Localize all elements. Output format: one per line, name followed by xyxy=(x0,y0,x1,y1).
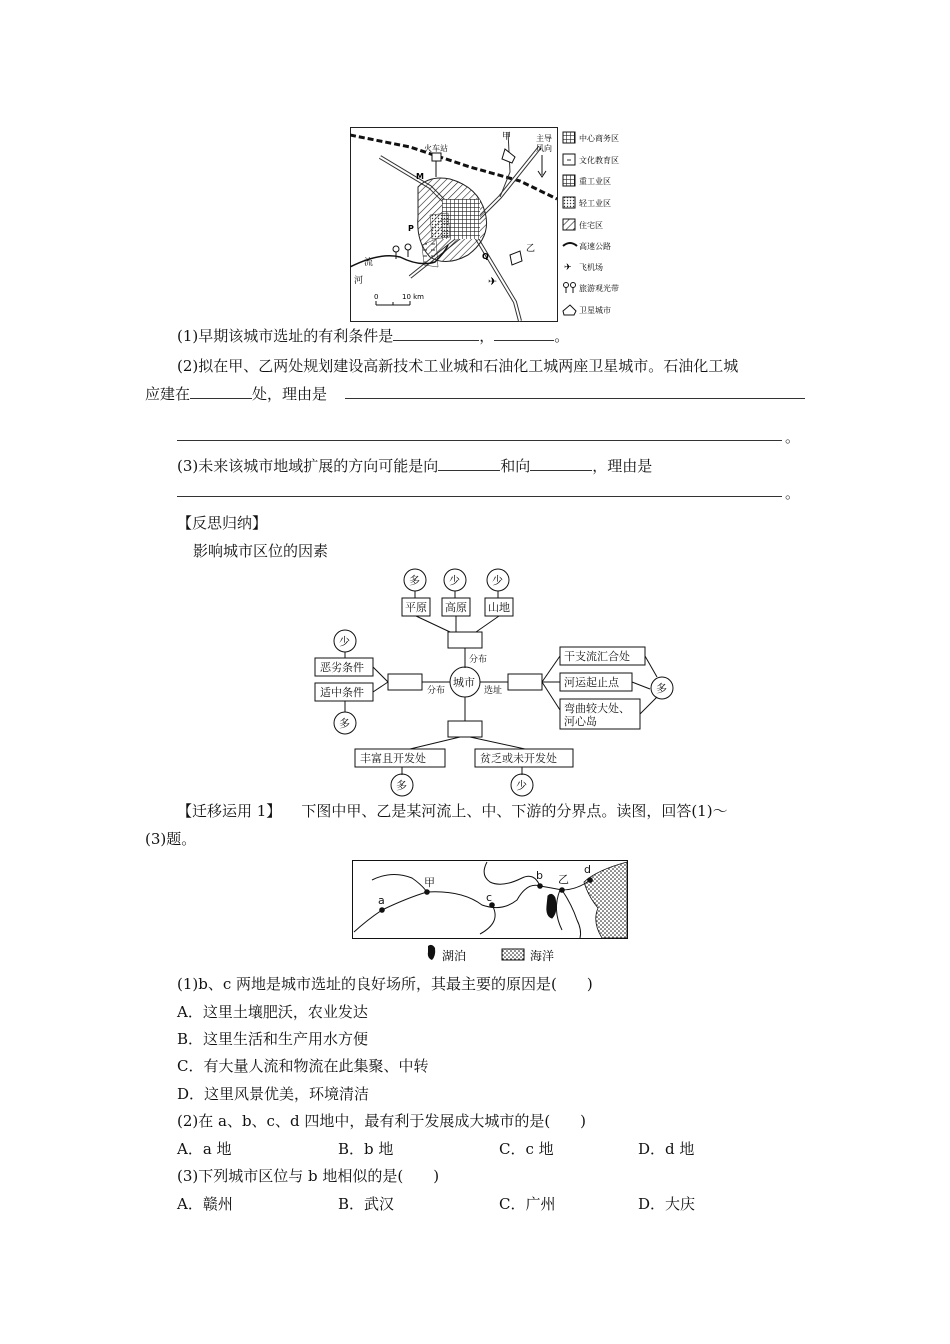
transfer-text-2: (3)题。 xyxy=(145,830,197,848)
legend-airport-icon: ✈ xyxy=(564,263,572,273)
river-point-d: d xyxy=(584,863,591,876)
q2-text-1: (2)拟在甲、乙两处规划建设高新技术工业城和石油化工城两座卫星城市。石油化工城 xyxy=(177,357,739,375)
q2-end: 。 xyxy=(785,428,801,446)
legend-residential: 住宅区 xyxy=(579,221,603,230)
bottom-box-rich: 丰富且开发处 xyxy=(360,752,426,765)
map-legend xyxy=(563,132,619,315)
mc-q2-option-b[interactable]: B．b 地 xyxy=(338,1140,394,1158)
map-wind-label-2: 风向 xyxy=(536,144,552,153)
legend-airport: 飞机场 xyxy=(579,263,603,272)
right-circle: 多 xyxy=(656,682,667,695)
q3-text-2: 和向 xyxy=(500,457,531,475)
mc-q3-option-c[interactable]: C．广州 xyxy=(499,1195,556,1213)
left-circle-1: 少 xyxy=(339,635,350,648)
top-circle-1: 多 xyxy=(409,574,420,587)
bottom-circle-1: 多 xyxy=(396,779,407,792)
river-map xyxy=(352,860,630,970)
mc-q1-option-b[interactable]: B．这里生活和生产用水方便 xyxy=(177,1030,369,1048)
transfer-line-1 xyxy=(177,800,728,821)
map-scale-10: 10 km xyxy=(402,293,425,301)
q3-text-3: ，理由是 xyxy=(592,457,653,475)
mc-question-2: (2)在 a、b、c、d 四地中，最有利于发展成大城市的是( ) xyxy=(177,1112,587,1130)
map-jia-label: 甲 xyxy=(502,132,512,142)
mc-q3-option-a[interactable]: A．赣州 xyxy=(177,1195,233,1213)
q3-answer-line[interactable] xyxy=(177,496,782,497)
river-point-yi: 乙 xyxy=(558,873,569,886)
map-q-label: Q xyxy=(482,252,489,261)
sea-legend-icon xyxy=(502,949,524,960)
city-location-diagram xyxy=(310,565,690,797)
q3-blank-1[interactable] xyxy=(438,456,500,471)
top-box-mountain: 山地 xyxy=(488,601,510,614)
top-box-plain: 平原 xyxy=(405,601,427,614)
river-point-b: b xyxy=(536,869,543,882)
q2-text-2b: 处，理由是 xyxy=(252,385,328,403)
q1-sep: ， xyxy=(479,327,495,345)
map-station-label: 火车站 xyxy=(424,144,448,153)
q2-blank-1[interactable] xyxy=(190,384,252,399)
q2-answer-line-2[interactable] xyxy=(177,440,782,441)
reflect-subheading: 影响城市区位的因素 xyxy=(193,542,329,560)
legend-highway: 高速公路 xyxy=(579,242,611,251)
top-circle-3: 少 xyxy=(492,574,503,587)
mc-q1-option-a[interactable]: A．这里土壤肥沃，农业发达 xyxy=(177,1003,368,1021)
river-point-a: a xyxy=(378,894,385,907)
map-wind-label-1: 主导 xyxy=(536,134,552,143)
q2-text-2a: 应建在 xyxy=(145,385,191,403)
right-box-bend-1: 弯曲较大处、 xyxy=(564,702,630,715)
legend-heavy-industry: 重工业区 xyxy=(579,177,611,186)
legend-light-industry: 轻工业区 xyxy=(579,199,611,208)
left-box-moderate: 适中条件 xyxy=(320,686,364,699)
right-siting-label: 选址 xyxy=(484,686,503,696)
mc-q2-option-d[interactable]: D．d 地 xyxy=(638,1140,695,1158)
bottom-circle-2: 少 xyxy=(516,779,527,792)
center-city: 城市 xyxy=(453,676,475,689)
reflect-heading: 【反思归纳】 xyxy=(177,514,268,532)
legend-tourism: 旅游观光带 xyxy=(579,284,619,293)
q3-blank-2[interactable] xyxy=(530,456,592,471)
right-box-confluence: 干支流汇合处 xyxy=(564,650,630,663)
q1-text: (1)早期该城市选址的有利条件是 xyxy=(177,327,394,345)
city-planning-map xyxy=(350,127,632,323)
top-box-plateau: 高原 xyxy=(445,601,467,614)
map-river-label-1: 流 xyxy=(364,258,374,268)
legend-sea: 海洋 xyxy=(530,949,555,963)
left-circle-2: 多 xyxy=(339,717,350,730)
legend-cbd: 中心商务区 xyxy=(579,134,619,143)
legend-education: 文化教育区 xyxy=(579,156,619,165)
map-scale-0: 0 xyxy=(374,293,379,301)
q1-blank-1[interactable] xyxy=(393,326,479,341)
bottom-box-poor: 贫乏或未开发处 xyxy=(480,752,557,765)
q3-text-1: (3)未来该城市地域扩展的方向可能是向 xyxy=(177,457,439,475)
map-p-label: P xyxy=(408,224,414,233)
q1-blank-2[interactable] xyxy=(494,326,554,341)
lake-legend-icon xyxy=(428,945,435,960)
top-circle-2: 少 xyxy=(449,574,460,587)
top-distribution-label: 分布 xyxy=(469,655,488,665)
left-distribution-label: 分布 xyxy=(427,686,446,696)
mc-q2-option-c[interactable]: C．c 地 xyxy=(499,1140,554,1158)
right-box-navigation: 河运起止点 xyxy=(564,676,619,689)
question-3 xyxy=(177,455,652,476)
q2-answer-line-1[interactable] xyxy=(345,398,805,399)
map-m-label: M xyxy=(416,172,424,181)
transfer-tag: 【迁移运用 1】 xyxy=(177,802,282,820)
transfer-text-1: 下图中甲、乙是某河流上、中、下游的分界点。读图，回答(1)～ xyxy=(301,802,728,820)
map-yi-label: 乙 xyxy=(526,244,536,254)
q3-end: 。 xyxy=(785,484,801,502)
mc-q1-option-d[interactable]: D．这里风景优美，环境清洁 xyxy=(177,1085,370,1103)
map-airplane-icon: ✈ xyxy=(488,275,498,288)
question-1 xyxy=(177,325,569,346)
legend-satellite: 卫星城市 xyxy=(579,306,611,315)
river-point-jia: 甲 xyxy=(424,876,435,889)
q1-end: 。 xyxy=(554,327,570,345)
mc-q2-option-a[interactable]: A．a 地 xyxy=(177,1140,232,1158)
mc-question-3: (3)下列城市区位与 b 地相似的是( ) xyxy=(177,1167,440,1185)
map-river-label-2: 河 xyxy=(354,276,364,286)
mc-q3-option-b[interactable]: B．武汉 xyxy=(338,1195,395,1213)
right-box-bend-2: 河心岛 xyxy=(564,715,597,728)
legend-lake: 湖泊 xyxy=(442,949,467,963)
mc-q1-option-c[interactable]: C．有大量人流和物流在此集聚、中转 xyxy=(177,1057,429,1075)
left-box-harsh: 恶劣条件 xyxy=(320,661,364,674)
question-2-line-2 xyxy=(145,383,327,404)
river-point-c: c xyxy=(486,891,493,904)
mc-q3-option-d[interactable]: D．大庆 xyxy=(638,1195,696,1213)
mc-question-1: (1)b、c 两地是城市选址的良好场所，其最主要的原因是( ) xyxy=(177,975,593,993)
